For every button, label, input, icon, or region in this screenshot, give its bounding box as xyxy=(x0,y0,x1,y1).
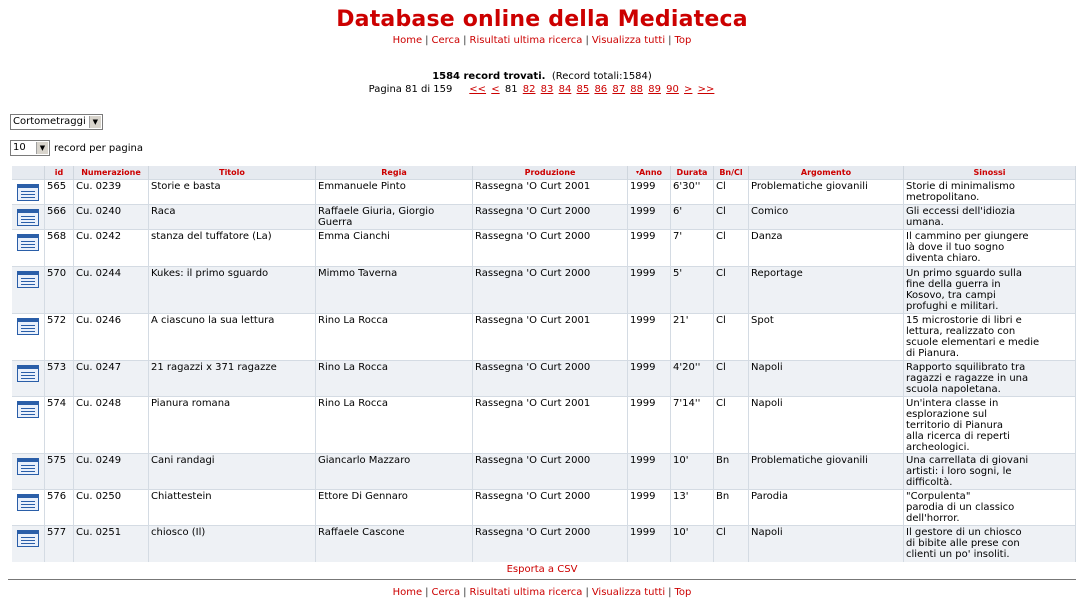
category-select[interactable] xyxy=(10,114,103,130)
table-row xyxy=(12,454,1076,490)
cell-regia: Mimmo Taverna xyxy=(316,267,473,314)
pager-first-link[interactable]: << xyxy=(469,84,487,95)
cell-numerazione: Cu. 0250 xyxy=(74,490,149,526)
cell-anno: 1999 xyxy=(628,230,671,267)
col-header-numerazione[interactable]: Numerazione xyxy=(74,166,149,180)
bottom-nav: Home | Cerca | Risultati ultima ricerca | Visualizza tutti | Top xyxy=(392,587,692,598)
sinossi-line: diventa chiaro. xyxy=(906,253,981,264)
cell-id: 576 xyxy=(45,490,74,526)
sinossi-line: di bibite alle prese con xyxy=(906,538,1020,549)
col-header-icon xyxy=(12,166,45,180)
cell-numerazione: Cu. 0249 xyxy=(74,454,149,490)
cell-regia: Rino La Rocca xyxy=(316,397,473,454)
pager-page-link[interactable]: 82 xyxy=(522,84,536,95)
row-detail-cell xyxy=(12,490,45,526)
nav-last-results-link[interactable]: Risultati ultima ricerca xyxy=(469,587,583,598)
nav-show-all-link[interactable]: Visualizza tutti xyxy=(591,35,666,46)
sinossi-line: dell'horror. xyxy=(906,513,960,524)
nav-last-results-link[interactable]: Risultati ultima ricerca xyxy=(469,35,583,46)
row-detail-cell xyxy=(12,205,45,230)
record-detail-icon[interactable] xyxy=(17,318,39,335)
record-detail-icon[interactable] xyxy=(17,184,39,201)
cell-durata: 7' xyxy=(671,230,714,267)
record-detail-icon[interactable] xyxy=(17,494,39,511)
table-row xyxy=(12,490,1076,526)
cell-argomento: Reportage xyxy=(749,267,904,314)
table-row xyxy=(12,314,1076,361)
cell-produzione: Rassegna 'O Curt 2000 xyxy=(473,267,628,314)
nav-show-all-link[interactable]: Visualizza tutti xyxy=(591,587,666,598)
cell-anno: 1999 xyxy=(628,205,671,230)
cell-id: 566 xyxy=(45,205,74,230)
pager-page-link[interactable]: 88 xyxy=(630,84,644,95)
page-title: Database online della Mediateca xyxy=(336,7,748,32)
nav-top-link[interactable]: Top xyxy=(674,587,692,598)
pager-page-link[interactable]: 90 xyxy=(666,84,679,95)
cell-sinossi xyxy=(904,180,1076,205)
col-header-argomento[interactable]: Argomento xyxy=(749,166,904,180)
top-nav: Home | Cerca | Risultati ultima ricerca | Visualizza tutti | Top xyxy=(392,35,692,46)
record-detail-icon[interactable] xyxy=(17,209,39,226)
nav-home-link[interactable]: Home xyxy=(392,35,423,46)
sinossi-line: esplorazione sul xyxy=(906,409,987,420)
cell-durata: 13' xyxy=(671,490,714,526)
record-detail-icon[interactable] xyxy=(17,365,39,382)
sinossi-line: ragazzi e ragazze in una xyxy=(906,373,1029,384)
cell-argomento: Problematiche giovanili xyxy=(749,180,904,205)
cell-argomento: Napoli xyxy=(749,397,904,454)
col-header-anno-label: Anno xyxy=(638,168,663,177)
cell-sinossi xyxy=(904,230,1076,267)
table-row xyxy=(12,361,1076,397)
cell-titolo: A ciascuno la sua lettura xyxy=(149,314,316,361)
cell-regia: Giancarlo Mazzaro xyxy=(316,454,473,490)
cell-numerazione: Cu. 0239 xyxy=(74,180,149,205)
cell-id: 573 xyxy=(45,361,74,397)
chevron-down-icon: ▼ xyxy=(89,116,101,128)
cell-bncl: Cl xyxy=(714,230,749,267)
table-row xyxy=(12,267,1076,314)
cell-id: 574 xyxy=(45,397,74,454)
sinossi-line: Gli eccessi dell'idiozia xyxy=(906,206,1016,217)
cell-id: 570 xyxy=(45,267,74,314)
cell-produzione: Rassegna 'O Curt 2001 xyxy=(473,314,628,361)
table-row xyxy=(12,526,1076,562)
col-header-durata[interactable]: Durata xyxy=(671,166,714,180)
cell-numerazione: Cu. 0242 xyxy=(74,230,149,267)
cell-bncl: Cl xyxy=(714,526,749,562)
col-header-id[interactable]: id xyxy=(45,166,74,180)
sort-icon: ▾ xyxy=(635,169,639,176)
row-detail-cell xyxy=(12,230,45,267)
table-row xyxy=(12,205,1076,230)
cell-id: 572 xyxy=(45,314,74,361)
table-row xyxy=(12,397,1076,454)
cell-titolo: chiosco (Il) xyxy=(149,526,316,562)
cell-durata: 10' xyxy=(671,526,714,562)
per-page-select-value: 10 xyxy=(13,142,26,153)
cell-produzione: Rassegna 'O Curt 2000 xyxy=(473,526,628,562)
cell-sinossi xyxy=(904,526,1076,562)
cell-regia: Ettore Di Gennaro xyxy=(316,490,473,526)
records-found: 1584 record trovati. xyxy=(432,71,546,82)
cell-bncl: Cl xyxy=(714,180,749,205)
cell-bncl: Cl xyxy=(714,314,749,361)
cell-bncl: Cl xyxy=(714,361,749,397)
pager-page-link[interactable]: 87 xyxy=(612,84,626,95)
pager xyxy=(0,83,1084,96)
cell-durata: 6'30'' xyxy=(671,180,714,205)
cell-bncl: Cl xyxy=(714,397,749,454)
sinossi-line: Un'intera classe in xyxy=(906,398,999,409)
row-detail-cell xyxy=(12,454,45,490)
cell-titolo: Storie e basta xyxy=(149,180,316,205)
cell-durata: 4'20'' xyxy=(671,361,714,397)
cell-argomento: Danza xyxy=(749,230,904,267)
record-detail-icon[interactable] xyxy=(17,458,39,475)
cell-produzione: Rassegna 'O Curt 2001 xyxy=(473,180,628,205)
cell-regia: Emmanuele Pinto xyxy=(316,180,473,205)
cell-argomento: Parodia xyxy=(749,490,904,526)
footer-divider xyxy=(8,579,1076,580)
table-row xyxy=(12,180,1076,205)
sinossi-line: Rapporto squilibrato tra xyxy=(906,362,1026,373)
row-detail-cell xyxy=(12,267,45,314)
sinossi-line: Storie di minimalismo xyxy=(906,181,1016,192)
sinossi-line: Kosovo, tra campi xyxy=(906,290,996,301)
row-detail-cell xyxy=(12,180,45,205)
record-detail-icon[interactable] xyxy=(17,271,39,288)
cell-id: 575 xyxy=(45,454,74,490)
cell-numerazione: Cu. 0248 xyxy=(74,397,149,454)
records-total: (Record totali:1584) xyxy=(551,71,652,82)
cell-anno: 1999 xyxy=(628,267,671,314)
results-body xyxy=(12,180,1076,562)
cell-bncl: Bn xyxy=(714,490,749,526)
sinossi-line: fine della guerra in xyxy=(906,279,1001,290)
per-page-select[interactable] xyxy=(10,140,50,156)
cell-durata: 5' xyxy=(671,267,714,314)
sinossi-line: profughi e militari. xyxy=(906,301,999,312)
cell-anno: 1999 xyxy=(628,361,671,397)
cell-produzione: Rassegna 'O Curt 2001 xyxy=(473,397,628,454)
cell-titolo: 21 ragazzi x 371 ragazze xyxy=(149,361,316,397)
nav-search-link[interactable]: Cerca xyxy=(431,35,461,46)
cell-durata: 6' xyxy=(671,205,714,230)
record-detail-icon[interactable] xyxy=(17,234,39,251)
table-header-row xyxy=(12,166,1076,180)
pager-current: 81 xyxy=(504,84,518,95)
cell-titolo: stanza del tuffatore (La) xyxy=(149,230,316,267)
cell-regia: Raffaele Cascone xyxy=(316,526,473,562)
cell-sinossi xyxy=(904,490,1076,526)
cell-durata: 21' xyxy=(671,314,714,361)
cell-anno: 1999 xyxy=(628,314,671,361)
nav-search-link[interactable]: Cerca xyxy=(431,587,461,598)
export-area xyxy=(0,564,1084,575)
results-table xyxy=(12,166,1076,562)
sinossi-line: difficoltà. xyxy=(906,477,953,488)
pager-page-link[interactable]: 85 xyxy=(576,84,590,95)
export-csv-link[interactable]: Esporta a CSV xyxy=(506,564,578,575)
sinossi-line: alla ricerca di reperti xyxy=(906,431,1010,442)
cell-bncl: Bn xyxy=(714,454,749,490)
cell-numerazione: Cu. 0247 xyxy=(74,361,149,397)
cell-regia: Rino La Rocca xyxy=(316,314,473,361)
cell-argomento: Comico xyxy=(749,205,904,230)
sinossi-line: territorio di Pianura xyxy=(906,420,1004,431)
col-header-regia[interactable]: Regia xyxy=(316,166,473,180)
sinossi-line: metropolitano. xyxy=(906,192,980,203)
results-summary xyxy=(0,70,1084,96)
record-detail-icon[interactable] xyxy=(17,530,39,547)
row-detail-cell xyxy=(12,397,45,454)
page-indicator: Pagina 81 di 159 xyxy=(368,84,453,95)
cell-sinossi xyxy=(904,205,1076,230)
col-header-bncl[interactable]: Bn/Cl xyxy=(714,166,749,180)
sinossi-line: archeologici. xyxy=(906,442,970,453)
cell-produzione: Rassegna 'O Curt 2000 xyxy=(473,230,628,267)
cell-produzione: Rassegna 'O Curt 2000 xyxy=(473,490,628,526)
col-header-titolo[interactable]: Titolo xyxy=(149,166,316,180)
pager-next-link[interactable]: > xyxy=(684,84,693,95)
sinossi-line: scuola napoletana. xyxy=(906,384,1001,395)
cell-argomento: Napoli xyxy=(749,361,904,397)
cell-titolo: Cani randagi xyxy=(149,454,316,490)
pager-page-link[interactable]: 86 xyxy=(594,84,608,95)
col-header-anno[interactable] xyxy=(628,166,671,180)
cell-titolo: Kukes: il primo sguardo xyxy=(149,267,316,314)
cell-numerazione: Cu. 0251 xyxy=(74,526,149,562)
per-page-control xyxy=(10,140,143,156)
sinossi-line: lettura, realizzato con xyxy=(906,326,1016,337)
row-detail-cell xyxy=(12,361,45,397)
per-page-label: record per pagina xyxy=(54,142,143,154)
col-header-produzione[interactable]: Produzione xyxy=(473,166,628,180)
cell-produzione: Rassegna 'O Curt 2000 xyxy=(473,361,628,397)
cell-titolo: Pianura romana xyxy=(149,397,316,454)
sinossi-line: di Pianura. xyxy=(906,348,960,359)
cell-numerazione: Cu. 0246 xyxy=(74,314,149,361)
chevron-down-icon: ▼ xyxy=(36,142,48,154)
cell-regia: Rino La Rocca xyxy=(316,361,473,397)
cell-argomento: Napoli xyxy=(749,526,904,562)
sinossi-line: artisti: i loro sogni, le xyxy=(906,466,1012,477)
pager-prev-link[interactable]: < xyxy=(491,84,500,95)
sinossi-line: Il gestore di un chiosco xyxy=(906,527,1022,538)
sinossi-line: Il cammino per giungere xyxy=(906,231,1029,242)
row-detail-cell xyxy=(12,526,45,562)
cell-anno: 1999 xyxy=(628,526,671,562)
cell-durata: 7'14'' xyxy=(671,397,714,454)
sinossi-line: 15 microstorie di libri e xyxy=(906,315,1022,326)
cell-sinossi xyxy=(904,314,1076,361)
sinossi-line: là dove il tuo sogno xyxy=(906,242,1005,253)
cell-anno: 1999 xyxy=(628,397,671,454)
cell-anno: 1999 xyxy=(628,454,671,490)
cell-id: 568 xyxy=(45,230,74,267)
sinossi-line: "Corpulenta" xyxy=(906,491,971,502)
nav-home-link[interactable]: Home xyxy=(392,587,423,598)
col-header-sinossi[interactable]: Sinossi xyxy=(904,166,1076,180)
nav-top-link[interactable]: Top xyxy=(674,35,692,46)
cell-sinossi xyxy=(904,361,1076,397)
sinossi-line: clienti un po' insoliti. xyxy=(906,549,1010,560)
sinossi-line: parodia di un classico xyxy=(906,502,1015,513)
cell-anno: 1999 xyxy=(628,180,671,205)
row-detail-cell xyxy=(12,314,45,361)
cell-anno: 1999 xyxy=(628,490,671,526)
pager-page-link[interactable]: 83 xyxy=(540,84,554,95)
cell-titolo: Chiattestein xyxy=(149,490,316,526)
cell-sinossi xyxy=(904,397,1076,454)
cell-sinossi xyxy=(904,267,1076,314)
table-row xyxy=(12,230,1076,267)
cell-produzione: Rassegna 'O Curt 2000 xyxy=(473,205,628,230)
cell-bncl: Cl xyxy=(714,267,749,314)
cell-id: 565 xyxy=(45,180,74,205)
sinossi-line: Una carrellata di giovani xyxy=(906,455,1029,466)
cell-argomento: Spot xyxy=(749,314,904,361)
cell-numerazione: Cu. 0240 xyxy=(74,205,149,230)
cell-bncl: Cl xyxy=(714,205,749,230)
pager-last-link[interactable]: >> xyxy=(697,84,715,95)
cell-regia: Raffaele Giuria, Giorgio Guerra xyxy=(316,205,473,230)
category-select-value: Cortometraggi xyxy=(13,116,86,127)
cell-id: 577 xyxy=(45,526,74,562)
cell-produzione: Rassegna 'O Curt 2000 xyxy=(473,454,628,490)
pager-page-link[interactable]: 89 xyxy=(648,84,661,95)
sinossi-line: Un primo sguardo sulla xyxy=(906,268,1022,279)
cell-argomento: Problematiche giovanili xyxy=(749,454,904,490)
cell-regia: Emma Cianchi xyxy=(316,230,473,267)
cell-titolo: Raca xyxy=(149,205,316,230)
sinossi-line: scuole elementari e medie xyxy=(906,337,1040,348)
sinossi-line: umana. xyxy=(906,217,944,228)
record-detail-icon[interactable] xyxy=(17,401,39,418)
pager-page-link[interactable]: 84 xyxy=(558,84,572,95)
cell-numerazione: Cu. 0244 xyxy=(74,267,149,314)
cell-sinossi xyxy=(904,454,1076,490)
category-filter xyxy=(10,114,103,130)
cell-durata: 10' xyxy=(671,454,714,490)
